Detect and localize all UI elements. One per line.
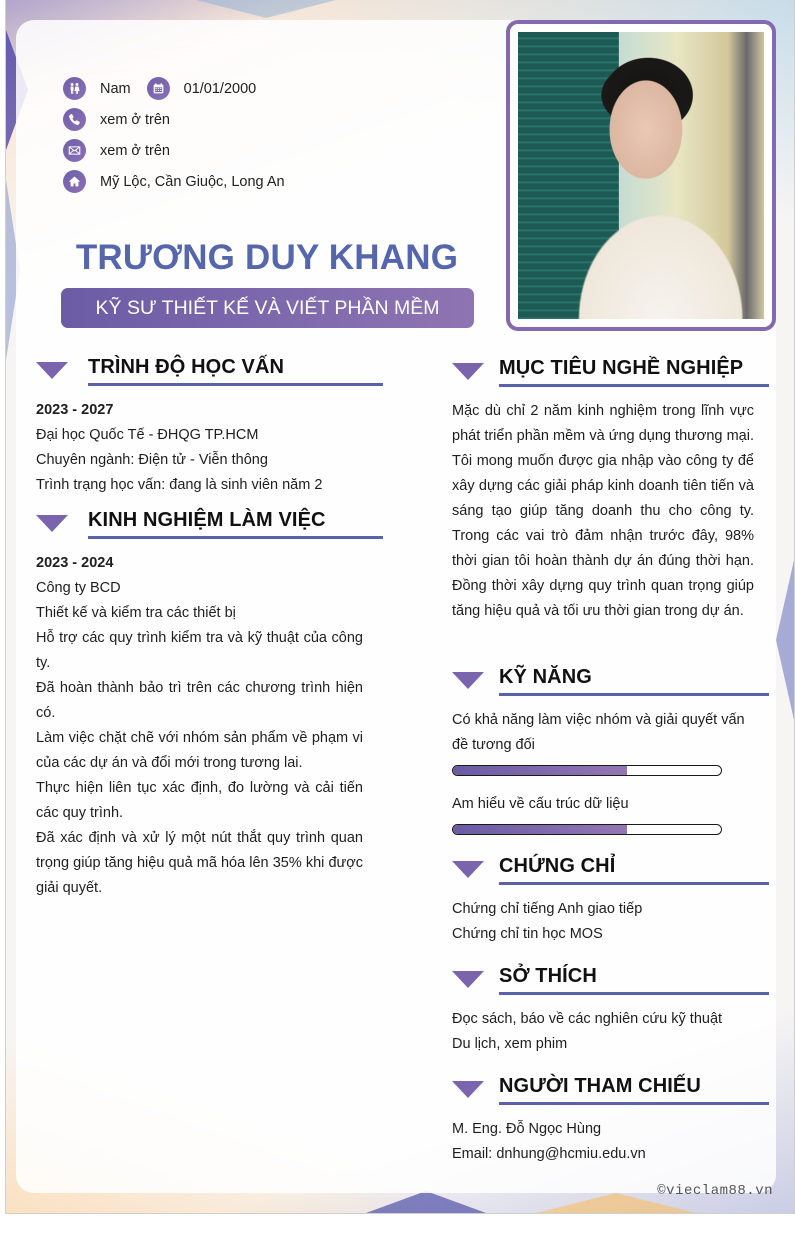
section-header: [452, 967, 769, 997]
contact-row-phone: [63, 104, 285, 135]
triangle-bullet-icon: [452, 672, 484, 689]
hobby-item: Du lịch, xem phim: [452, 1036, 568, 1052]
section-divider: [499, 384, 769, 387]
triangle-bullet-icon: [452, 1081, 484, 1098]
education-line: Trình trạng học vấn: đang là sinh viên năm 2: [36, 477, 323, 493]
education-section: [36, 358, 383, 498]
certificate-item: Chứng chỉ tiếng Anh giao tiếp: [452, 901, 643, 917]
section-divider: [88, 383, 383, 386]
profile-photo: [518, 32, 764, 319]
references-section: [452, 1077, 769, 1167]
section-title: SỞ THÍCH: [499, 965, 597, 987]
section-divider: [499, 1102, 769, 1105]
calendar-icon: [147, 77, 170, 100]
skills-section: [452, 668, 769, 851]
section-title: MỤC TIÊU NGHỀ NGHIỆP: [499, 357, 744, 379]
contact-row-address: [63, 166, 285, 197]
section-title: KINH NGHIỆM LÀM VIỆC: [88, 509, 326, 531]
profile-photo-frame: [506, 20, 776, 331]
address-text: Mỹ Lộc, Cần Giuộc, Long An: [100, 173, 285, 190]
section-header: [36, 511, 383, 541]
decor-triangle: [776, 560, 794, 720]
skill-label: Có khả năng làm việc nhóm và giải quyết vấn đề tương đối: [452, 712, 745, 753]
experience-line: Thiết kế và kiểm tra các thiết bị: [36, 605, 236, 621]
section-title: KỸ NĂNG: [499, 666, 592, 688]
contact-row-gender-birthdate: [63, 73, 285, 104]
section-divider: [88, 536, 383, 539]
phone-icon: [63, 108, 86, 131]
watermark: ©vieclam88.vn: [657, 1183, 773, 1199]
certificate-item: Chứng chỉ tin học MOS: [452, 926, 603, 942]
triangle-bullet-icon: [36, 515, 68, 532]
birthdate-text: 01/01/2000: [183, 80, 257, 97]
gender-icon: [63, 77, 86, 100]
section-header: [452, 1077, 769, 1107]
triangle-bullet-icon: [452, 971, 484, 988]
experience-company: Công ty BCD: [36, 580, 121, 596]
experience-section: [36, 511, 383, 901]
envelope-icon: [63, 139, 86, 162]
decor-triangle: [196, 0, 336, 18]
reference-name: M. Eng. Đỗ Ngọc Hùng: [452, 1121, 602, 1137]
reference-email: Email: dnhung@hcmiu.edu.vn: [452, 1146, 646, 1162]
skill-label: Am hiểu về cấu trúc dữ liệu: [452, 796, 629, 812]
triangle-bullet-icon: [452, 861, 484, 878]
section-header: [452, 857, 769, 887]
objective-text: Mặc dù chỉ 2 năm kinh nghiệm trong lĩnh vực phát triển phần mềm và ứng dụng thương mại. Tôi mong muốn được gia nhập vào công ty để xây dựng các giải pháp kinh doanh tiên tiến và sáng tạo giúp tăng doanh thu cho công ty. Trong các vai trò đảm nhận trước đây, 98% thời gian tôi hoàn thành dự án đúng thời hạn. Đồng thời xây dựng quy trình quan trọng giúp tăng hiệu quả và tối ưu thời gian trong dự án.: [452, 403, 754, 619]
skill-progress-bar: [452, 824, 722, 835]
section-divider: [499, 992, 769, 995]
section-header: [452, 668, 769, 698]
section-title: CHỨNG CHỈ: [499, 855, 616, 877]
section-header: [36, 358, 383, 388]
skill-progress-fill: [453, 766, 627, 775]
experience-line: Thực hiện liên tục xác định, đo lường và cải tiến các quy trình.: [36, 780, 363, 821]
experience-period: 2023 - 2024: [36, 555, 114, 571]
certificates-section: [452, 857, 769, 947]
skill-progress-bar: [452, 765, 722, 776]
photo-person: [518, 32, 764, 319]
job-title-banner: [61, 288, 474, 328]
candidate-name: TRƯƠNG DUY KHANG: [75, 238, 459, 277]
section-title: TRÌNH ĐỘ HỌC VẤN: [88, 356, 285, 378]
hobbies-section: [452, 967, 769, 1057]
contact-info: [63, 73, 285, 197]
triangle-bullet-icon: [452, 363, 484, 380]
section-header: [452, 359, 769, 389]
contact-row-email: [63, 135, 285, 166]
section-divider: [499, 882, 769, 885]
experience-line: Đã xác định và xử lý một nút thắt quy trình quan trọng giúp tăng hiệu quả mã hóa lên 35% khi được giải quyết.: [36, 830, 363, 896]
education-line: Chuyên ngành: Điện tử - Viễn thông: [36, 452, 268, 468]
hobby-item: Đọc sách, báo về các nghiên cứu kỹ thuật: [452, 1011, 723, 1027]
section-title: NGƯỜI THAM CHIẾU: [499, 1075, 701, 1097]
education-period: 2023 - 2027: [36, 402, 114, 418]
experience-line: Hỗ trợ các quy trình kiểm tra và kỹ thuật của công ty.: [36, 630, 363, 671]
triangle-bullet-icon: [36, 362, 68, 379]
gender-text: Nam: [100, 80, 131, 97]
job-title-text: KỸ SƯ THIẾT KẾ VÀ VIẾT PHẦN MỀM: [95, 297, 440, 319]
experience-line: Đã hoàn thành bảo trì trên các chương trình hiện có.: [36, 680, 363, 721]
skill-progress-fill: [453, 825, 627, 834]
objective-section: [452, 359, 769, 624]
decor-triangle: [366, 1191, 486, 1213]
section-divider: [499, 693, 769, 696]
education-line: Đại học Quốc Tế - ĐHQG TP.HCM: [36, 427, 259, 443]
email-text: xem ở trên: [100, 142, 170, 159]
phone-text: xem ở trên: [100, 111, 170, 128]
home-icon: [63, 170, 86, 193]
experience-line: Làm việc chặt chẽ với nhóm sản phẩm về phạm vi của các dự án và đổi mới trong tương lai.: [36, 730, 363, 771]
